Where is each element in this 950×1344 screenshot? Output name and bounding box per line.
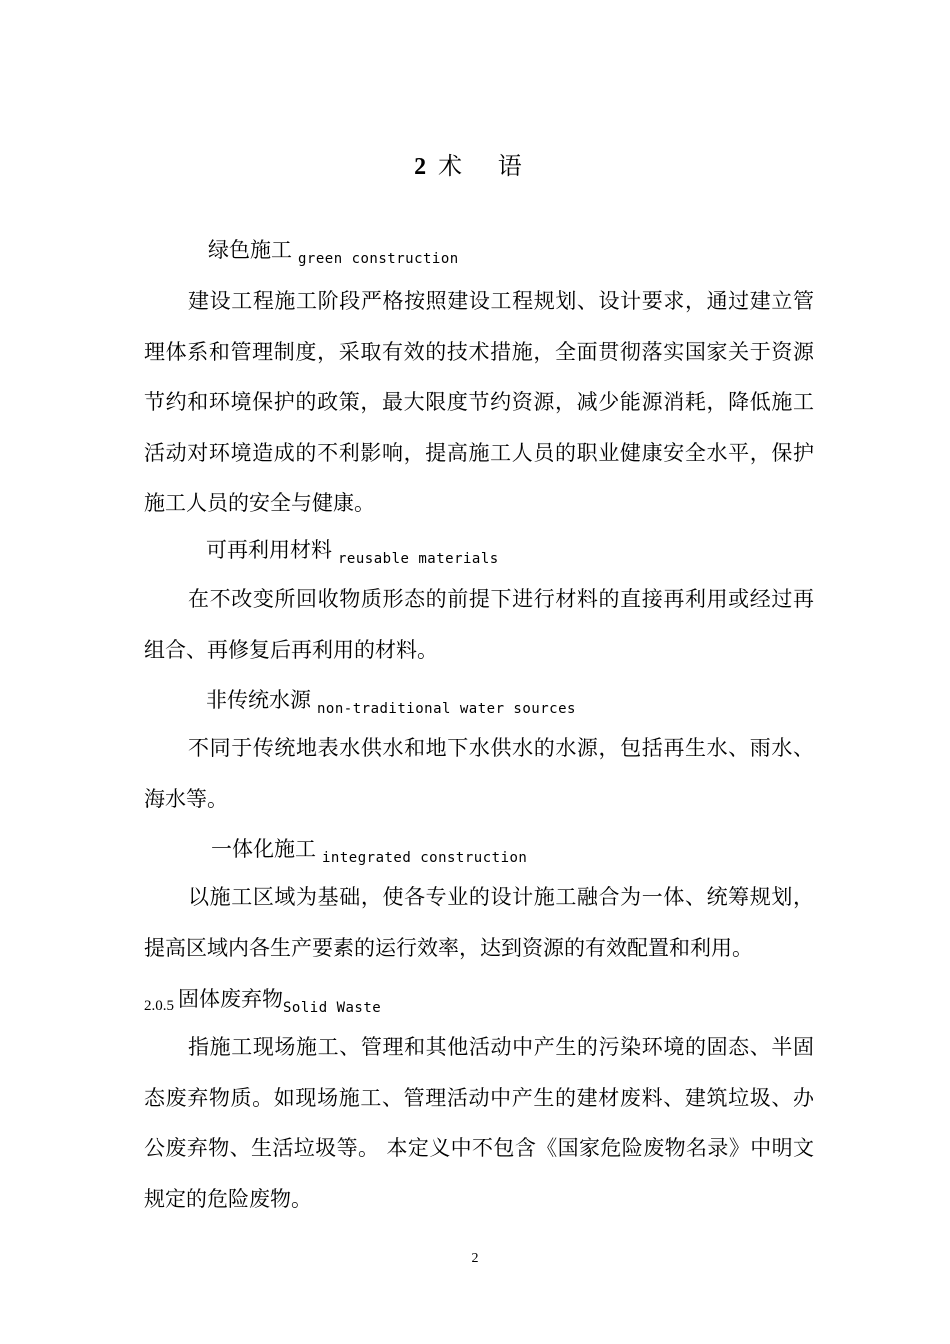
term-definition: 指施工现场施工、管理和其他活动中产生的污染环境的固态、半固态废弃物质。如现场施工、管理活动中产生的建材废料、建筑垃圾、办公废弃物、生活垃圾等。 本定义中不包含《国家危险废物名录》中明文规定的危险废物。	[144, 1035, 814, 1211]
term-heading-reusable-materials	[206, 535, 499, 568]
term-number: 2.0.5	[144, 998, 174, 1014]
term-chinese: 一体化施工	[211, 837, 316, 861]
term-heading-non-traditional-water-sources	[206, 685, 576, 718]
term-chinese: 绿色施工	[208, 238, 292, 262]
term-definition: 在不改变所回收物质形态的前提下进行材料的直接再利用或经过再组合、再修复后再利用的材料。	[144, 587, 814, 662]
term-english: green construction	[298, 251, 459, 267]
term-heading-green-construction	[208, 235, 459, 268]
term-chinese: 可再利用材料	[206, 538, 332, 562]
term-chinese: 固体废弃物	[178, 987, 283, 1011]
section-heading	[0, 148, 950, 185]
term-heading-solid-waste	[144, 984, 381, 1017]
page-number: 2	[471, 1251, 479, 1266]
section-title: 术 语	[438, 152, 536, 180]
term-english: reusable materials	[338, 551, 499, 567]
term-definition: 不同于传统地表水供水和地下水供水的水源，包括再生水、雨水、海水等。	[144, 736, 814, 811]
term-heading-integrated-construction	[211, 834, 527, 867]
term-english: Solid Waste	[283, 1000, 382, 1016]
section-number: 2	[414, 154, 429, 180]
term-definition: 以施工区域为基础，使各专业的设计施工融合为一体、统筹规划，提高区域内各生产要素的运行效率，达到资源的有效配置和利用。	[144, 885, 814, 960]
term-chinese: 非传统水源	[206, 688, 311, 712]
term-english: non-traditional water sources	[317, 701, 576, 717]
term-definition: 建设工程施工阶段严格按照建设工程规划、设计要求，通过建立管理体系和管理制度，采取有效的技术措施，全面贯彻落实国家关于资源节约和环境保护的政策，最大限度节约资源，减少能源消耗，降低施工活动对环境造成的不利影响，提高施工人员的职业健康安全水平，保护施工人员的安全与健康。	[144, 289, 814, 515]
term-english: integrated construction	[322, 850, 528, 866]
